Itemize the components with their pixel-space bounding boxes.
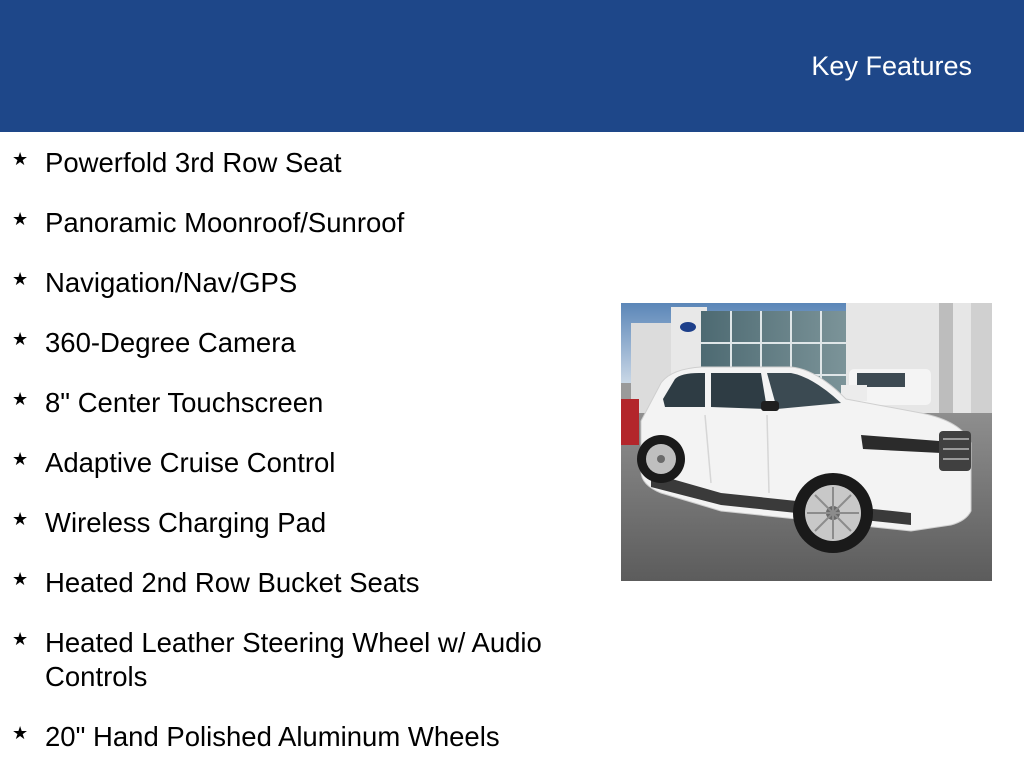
feature-label: Navigation/Nav/GPS [45,267,298,298]
star-icon: ★ [12,209,29,230]
star-icon: ★ [12,723,29,744]
header-banner [0,0,1024,132]
star-icon: ★ [12,329,29,350]
feature-item [0,720,580,754]
vehicle-photo [621,303,992,581]
star-icon: ★ [12,509,29,530]
star-icon: ★ [12,269,29,290]
feature-label: Wireless Charging Pad [45,507,327,538]
feature-label: Adaptive Cruise Control [45,447,336,478]
feature-item [0,266,580,300]
vehicle-photo-illustration [621,303,992,581]
feature-item [0,386,580,420]
feature-label: 8" Center Touchscreen [45,387,324,418]
feature-item [0,506,580,540]
star-icon: ★ [12,149,29,170]
star-icon: ★ [12,569,29,590]
feature-list [0,146,580,768]
feature-item [0,206,580,240]
feature-item [0,566,580,600]
feature-label: Powerfold 3rd Row Seat [45,147,342,178]
star-icon: ★ [12,629,29,650]
feature-label: Heated Leather Steering Wheel w/ Audio Controls [45,627,542,692]
feature-item [0,326,580,360]
feature-label: 360-Degree Camera [45,327,296,358]
feature-item [0,146,580,180]
star-icon: ★ [12,449,29,470]
feature-label: Panoramic Moonroof/Sunroof [45,207,405,238]
feature-label: Heated 2nd Row Bucket Seats [45,567,420,598]
star-icon: ★ [12,389,29,410]
page-title: Key Features [811,51,972,81]
feature-item [0,446,580,480]
feature-label: 20" Hand Polished Aluminum Wheels [45,721,500,752]
feature-item [0,626,580,694]
